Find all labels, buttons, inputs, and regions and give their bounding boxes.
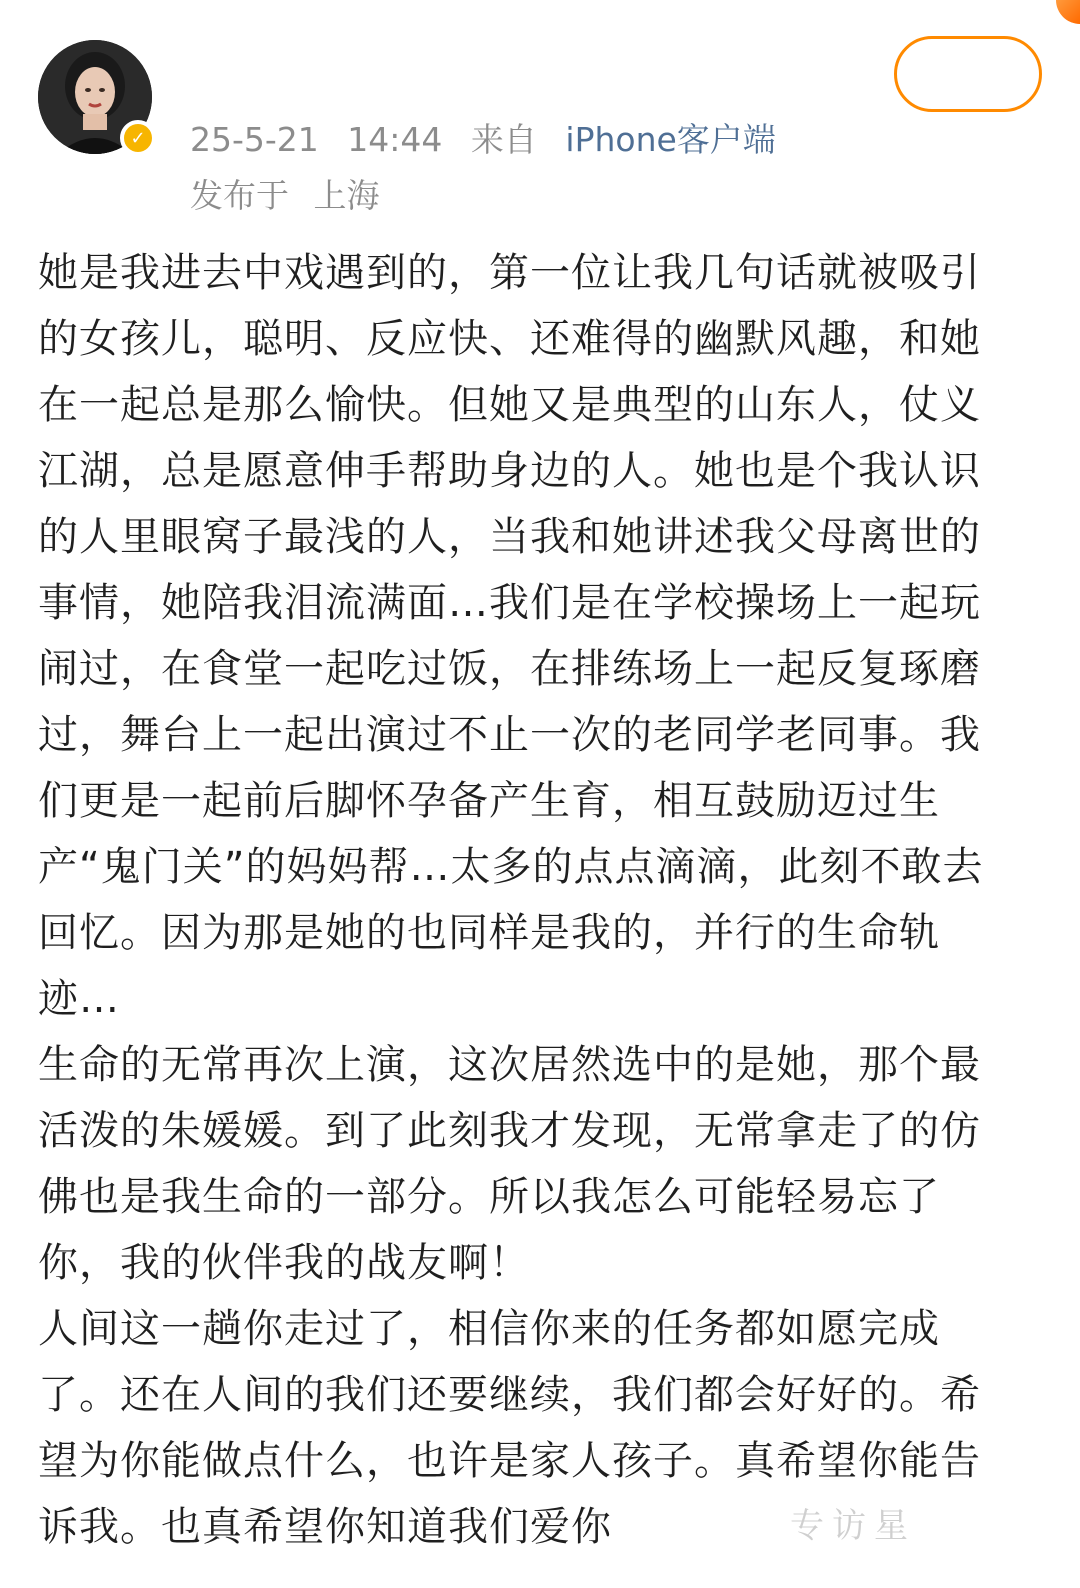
post-time: 14:44: [347, 120, 443, 159]
post-location: [190, 170, 394, 217]
post-paragraph: 生命的无常再次上演，这次居然选中的是她，那个最活泼的朱媛媛。到了此刻我才发现，无常拿走了的仿佛也是我生命的一部分。所以我怎么可能轻易忘了你，我的伙伴我的战友啊！: [38, 1042, 981, 1286]
post-header: [38, 36, 1042, 216]
source-link[interactable]: iPhone客户端: [565, 120, 776, 159]
post-paragraph: 人间这一趟你走过了，相信你来的任务都如愿完成了。还在人间的我们还要继续，我们都会好好的。希望为你能做点什么，也许是家人孩子。真希望你能告诉我。也真希望你知道我们爱你: [38, 1306, 981, 1550]
source-prefix: 来自: [470, 120, 537, 159]
corner-accent: [1056, 0, 1080, 24]
post-meta: [190, 114, 794, 161]
post-date: 25-5-21: [190, 120, 319, 159]
post-paragraph: 她是我进去中戏遇到的，第一位让我几句话就被吸引的女孩儿，聪明、反应快、还难得的幽默风趣，和她在一起总是那么愉快。但她又是典型的山东人，仗义江湖，总是愿意伸手帮助身边的人。她也是个我认识的人里眼窝子最浅的人，当我和她讲述我父母离世的事情，她陪我泪流满面…我们是在学校操场上一起玩闹过，在食堂一起吃过饭，在排练场上一起反复琢磨过，舞台上一起出演过不止一次的老同学老同事。我们更是一起前后脚怀孕备产生育，相互鼓励迈过生产“鬼门关”的妈妈帮…太多的点点滴滴，此刻不敢去回忆。因为那是她的也同样是我的，并行的生命轨迹…: [38, 250, 984, 1022]
follow-button[interactable]: [894, 36, 1042, 112]
location-prefix: 发布于: [190, 176, 289, 215]
author-avatar[interactable]: [38, 40, 152, 154]
location-name: 上海: [313, 176, 380, 215]
verified-badge-icon: ✓: [120, 120, 156, 156]
post-body: [38, 240, 1018, 1560]
watermark: 专访星: [790, 1506, 916, 1546]
